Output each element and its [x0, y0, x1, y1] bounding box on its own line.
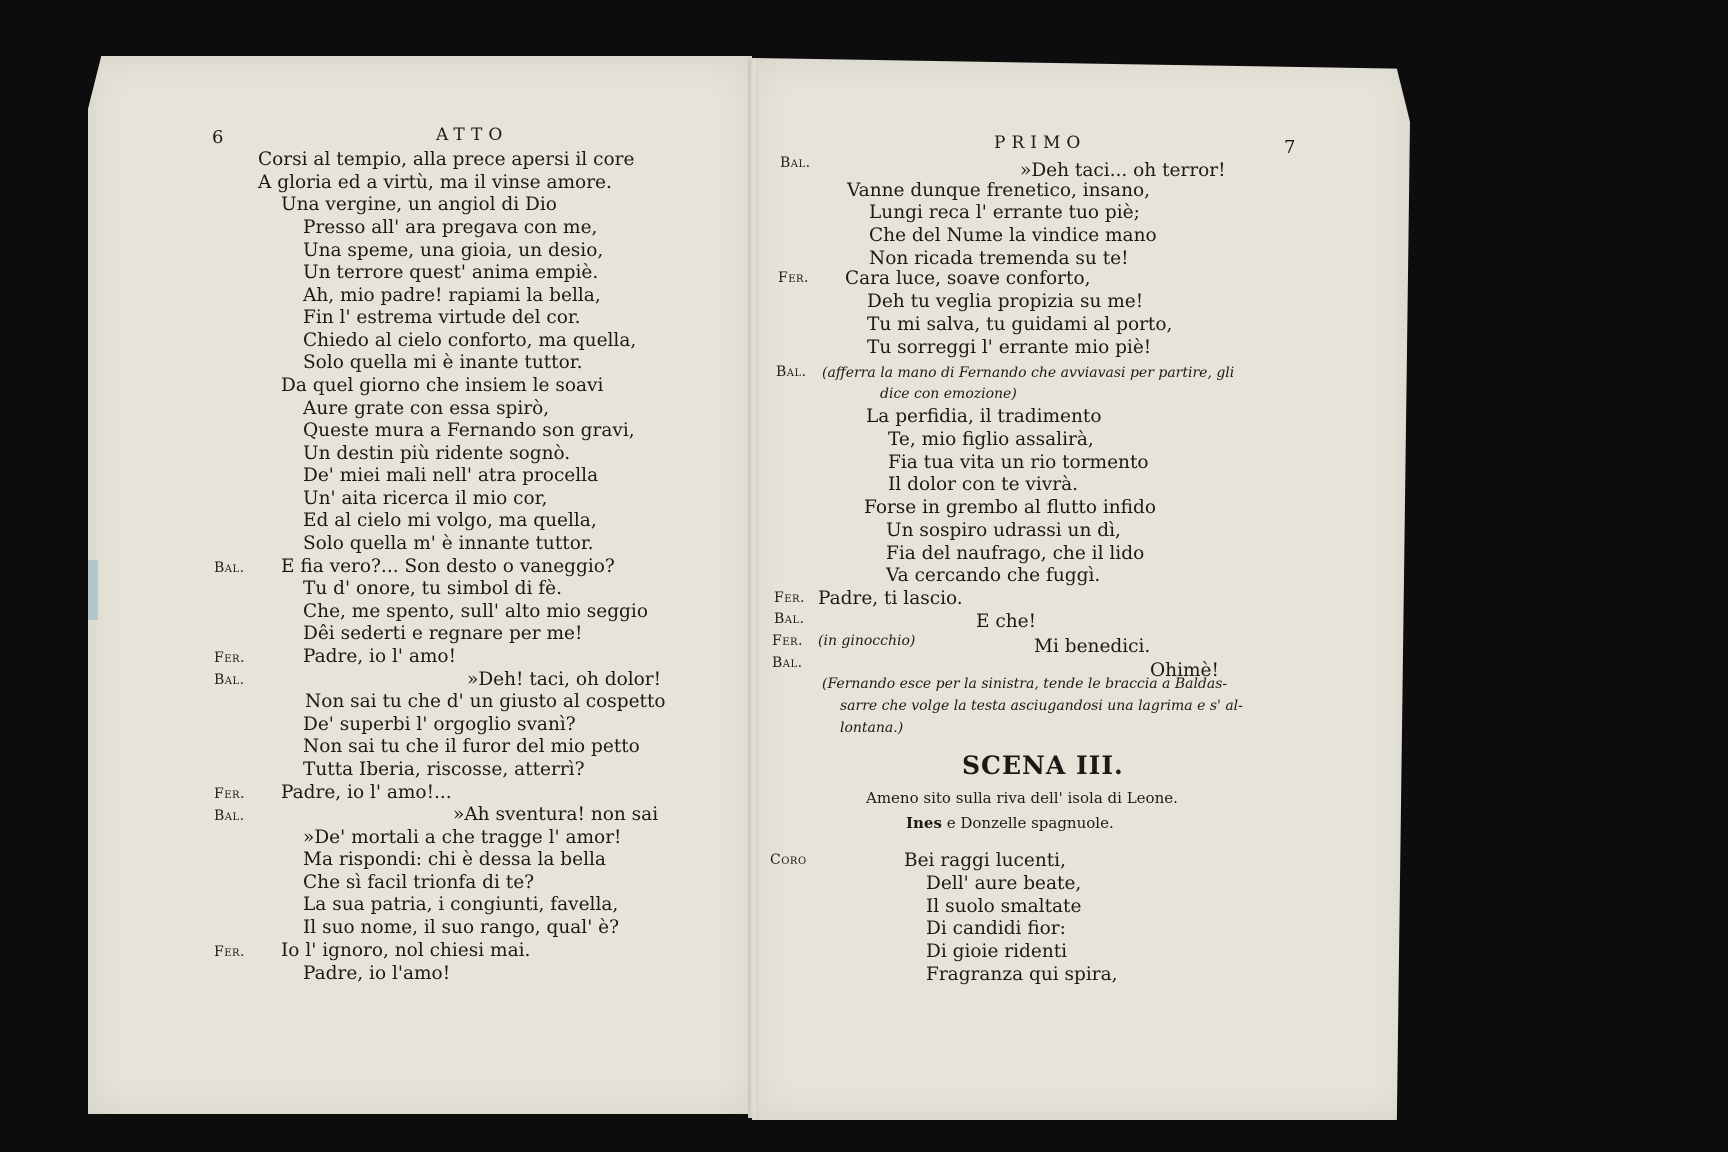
verse-line: Cara luce, soave conforto,: [845, 268, 1091, 289]
verse-line: Una speme, una gioia, un desio,: [303, 240, 604, 261]
speaker-label: Bal.: [772, 655, 803, 671]
verse-line: Padre, io l' amo!...: [281, 782, 452, 803]
verse-line: Tu sorreggi l' errante mio piè!: [867, 337, 1152, 358]
page-number-right: 7: [1284, 137, 1296, 158]
verse-line: »Deh! taci, oh dolor!: [467, 669, 662, 690]
verse-line: Va cercando che fuggì.: [886, 565, 1101, 586]
speaker-label: Bal.: [780, 155, 811, 171]
verse-line: La sua patria, i congiunti, favella,: [303, 894, 619, 915]
verse-line: Un terrore quest' anima empiè.: [303, 262, 599, 283]
verse-line: E che!: [976, 611, 1037, 632]
verse-line: Queste mura a Fernando son gravi,: [303, 420, 635, 441]
verse-line: Di candidi fior:: [926, 918, 1066, 939]
verse-line: Ohimè!: [1150, 660, 1219, 681]
speaker-label: Bal.: [214, 672, 245, 688]
verse-line: Un sospiro udrassi un dì,: [886, 520, 1121, 541]
book-gutter: [748, 58, 758, 1118]
verse-line: »Ah sventura! non sai: [453, 804, 659, 825]
running-head-right: PRIMO: [994, 133, 1087, 153]
verse-line: Padre, io l' amo!: [303, 646, 457, 667]
speaker-label: Fer.: [774, 590, 805, 606]
verse-line: Bei raggi lucenti,: [904, 850, 1066, 871]
verse-line: La perfidia, il tradimento: [866, 406, 1102, 427]
verse-line: Tu d' onore, tu simbol di fè.: [303, 578, 562, 599]
verse-line: Dell' aure beate,: [926, 873, 1082, 894]
verse-line: Ah, mio padre! rapiami la bella,: [303, 285, 601, 306]
verse-line: Io l' ignoro, nol chiesi mai.: [281, 940, 531, 961]
stage-direction: lontana.): [840, 720, 904, 736]
speaker-label: Fer.: [772, 633, 803, 649]
verse-line: Aure grate con essa spirò,: [303, 398, 550, 419]
verse-line: Una vergine, un angiol di Dio: [281, 194, 557, 215]
running-head-left: ATTO: [436, 125, 509, 145]
cast-rest: e Donzelle spagnuole.: [946, 814, 1114, 832]
verse-line: Padre, ti lascio.: [818, 588, 963, 609]
verse-line: Fin l' estrema virtude del cor.: [303, 307, 581, 328]
speaker-label: Bal.: [774, 611, 805, 627]
speaker-label: Bal.: [214, 560, 245, 576]
verse-line: Ma rispondi: chi è dessa la bella: [303, 849, 606, 870]
cast-name: Ines: [906, 814, 942, 832]
verse-line: Te, mio figlio assalirà,: [888, 429, 1094, 450]
verse-line: Fragranza qui spira,: [926, 964, 1118, 985]
verse-line: Ed al cielo mi volgo, ma quella,: [303, 510, 597, 531]
verse-line: Un' aita ricerca il mio cor,: [303, 488, 548, 509]
stage-direction: (Fernando esce per la sinistra, tende le braccia a Baldas-: [822, 676, 1228, 692]
page-edge-stain: [88, 560, 98, 620]
speaker-label: Fer.: [214, 944, 245, 960]
speaker-label: Fer.: [214, 650, 245, 666]
verse-line: Vanne dunque frenetico, insano,: [847, 180, 1151, 201]
verse-line: Dêi sederti e regnare per me!: [303, 623, 583, 644]
verse-line: Corsi al tempio, alla prece apersi il core: [258, 149, 635, 170]
stage-direction: sarre che volge la testa asciugandosi una lagrima e s' al-: [840, 698, 1243, 714]
verse-line: Non sai tu che il furor del mio petto: [303, 736, 640, 757]
verse-line: De' miei mali nell' atra procella: [303, 465, 599, 486]
speaker-label: Bal.: [776, 364, 807, 380]
verse-line: Da quel giorno che insiem le soavi: [281, 375, 604, 396]
verse-line: Mi benedici.: [1034, 636, 1151, 657]
verse-line: Solo quella m' è innante tuttor.: [303, 533, 594, 554]
verse-line: Il suo nome, il suo rango, qual' è?: [303, 917, 620, 938]
verse-line: Che sì facil trionfa di te?: [303, 872, 535, 893]
verse-line: Il suolo smaltate: [926, 896, 1082, 917]
verse-line: Che, me spento, sull' alto mio seggio: [303, 601, 648, 622]
page-number-left: 6: [212, 127, 224, 148]
speaker-label: Coro: [770, 852, 807, 868]
speaker-label: Fer.: [214, 786, 245, 802]
verse-line: A gloria ed a virtù, ma il vinse amore.: [258, 172, 612, 193]
verse-line: »Deh taci... oh terror!: [1020, 160, 1226, 181]
verse-line: Lungi reca l' errante tuo piè;: [869, 202, 1140, 223]
verse-line: Che del Nume la vindice mano: [869, 225, 1157, 246]
verse-line: Fia tua vita un rio tormento: [888, 452, 1149, 473]
verse-line: Presso all' ara pregava con me,: [303, 217, 598, 238]
verse-line: Padre, io l'amo!: [303, 963, 451, 984]
scene-setting: Ameno sito sulla riva dell' isola di Leone.: [866, 789, 1178, 807]
verse-line: Chiedo al cielo conforto, ma quella,: [303, 330, 637, 351]
verse-line: Non ricada tremenda su te!: [869, 248, 1129, 269]
verse-line: Di gioie ridenti: [926, 941, 1068, 962]
speaker-label: Fer.: [778, 270, 809, 286]
verse-line: Deh tu veglia propizia su me!: [867, 291, 1144, 312]
stage-direction: (afferra la mano di Fernando che avviavasi per partire, gli: [822, 365, 1235, 381]
speaker-label: Bal.: [214, 808, 245, 824]
verse-line: De' superbi l' orgoglio svanì?: [303, 714, 576, 735]
scene-title: SCENA III.: [962, 751, 1124, 780]
verse-line: Non sai tu che d' un giusto al cospetto: [305, 691, 666, 712]
verse-line: »De' mortali a che tragge l' amor!: [303, 827, 622, 848]
verse-line: Solo quella mi è inante tuttor.: [303, 352, 583, 373]
verse-line: Tu mi salva, tu guidami al porto,: [867, 314, 1173, 335]
verse-line: Forse in grembo al flutto infido: [864, 497, 1156, 518]
scene-cast: [906, 814, 1114, 832]
verse-line: Un destin più ridente sognò.: [303, 443, 571, 464]
verse-line: Il dolor con te vivrà.: [888, 474, 1078, 495]
stage-direction: (in ginocchio): [818, 633, 916, 649]
verse-line: Tutta Iberia, riscosse, atterrì?: [303, 759, 585, 780]
verse-line: Fia del naufrago, che il lido: [886, 543, 1145, 564]
stage-direction: dice con emozione): [880, 386, 1017, 402]
verse-line: E fia vero?... Son desto o vaneggio?: [281, 556, 615, 577]
